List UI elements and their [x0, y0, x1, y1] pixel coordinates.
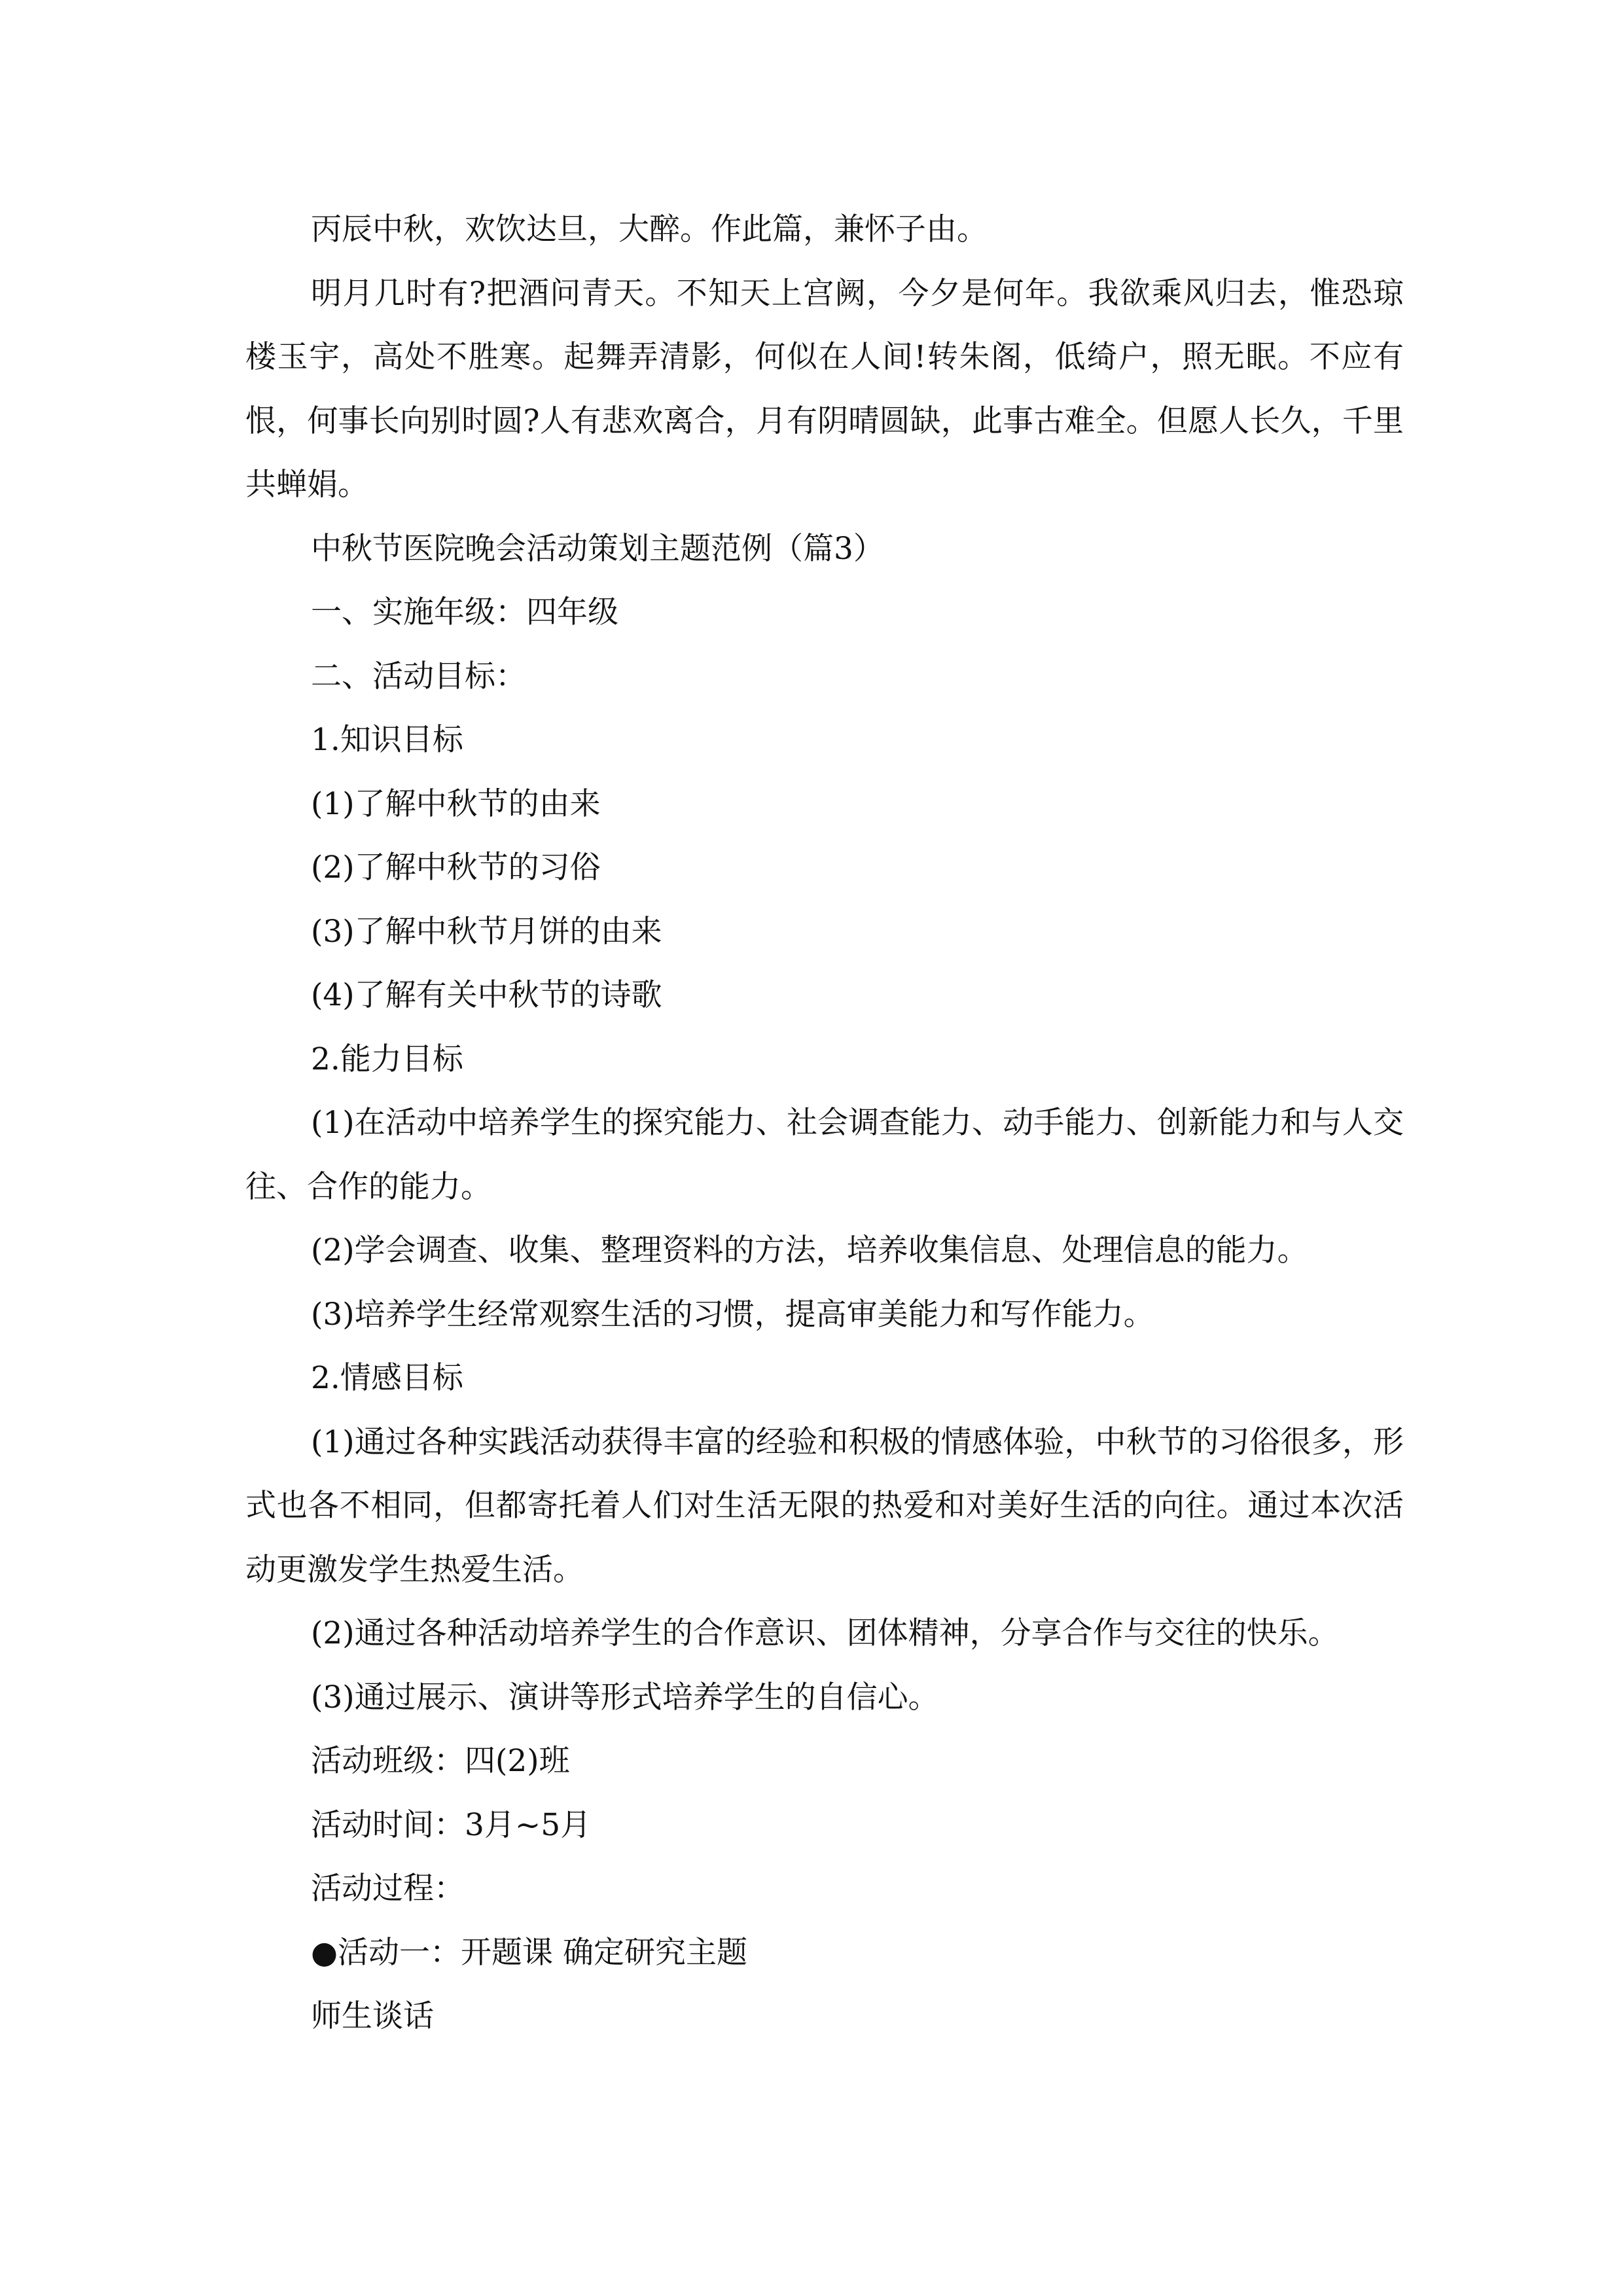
- knowledge-item: (3)了解中秋节月饼的由来: [311, 913, 662, 950]
- ability-item: (1)在活动中培养学生的探究能力、社会调查能力、动手能力、创新能力和与人交往、合作的能力。: [245, 1105, 1404, 1205]
- objectives-heading: 二、活动目标：: [311, 658, 526, 694]
- knowledge-item: (4)了解有关中秋节的诗歌: [311, 977, 662, 1013]
- emotion-item: (1)通过各种实践活动获得丰富的经验和积极的情感体验，中秋节的习俗很多，形式也各不相同，但都寄托着人们对生活无限的热爱和对美好生活的向往。通过本次活动更激发学生热爱生活。: [245, 1424, 1404, 1588]
- teacher-student-talk: 师生谈话: [311, 1998, 434, 2034]
- grade-line: 一、实施年级：四年级: [311, 594, 618, 630]
- emotion-item: (3)通过展示、演讲等形式培养学生的自信心。: [311, 1679, 939, 1715]
- paragraph-preface: 丙辰中秋，欢饮达旦，大醉。作此篇，兼怀子由。: [311, 211, 988, 247]
- document-body: [245, 198, 1404, 2049]
- knowledge-item: (1)了解中秋节的由来: [311, 785, 601, 822]
- knowledge-item: (2)了解中秋节的习俗: [311, 850, 601, 886]
- paragraph-poem: 明月几时有?把酒问青天。不知天上宫阙，今夕是何年。我欲乘风归去，惟恐琼楼玉宇，高处不胜寒。起舞弄清影，何似在人间!转朱阁，低绮户，照无眠。不应有恨，何事长向别时圆?人有悲欢离合，月有阴晴圆缺，此事古难全。但愿人长久，千里共蝉娟。: [245, 275, 1404, 503]
- activity-one: ●活动一：开题课 确定研究主题: [311, 1934, 747, 1971]
- emotion-heading: 2.情感目标: [311, 1360, 463, 1396]
- ability-item: (2)学会调查、收集、整理资料的方法，培养收集信息、处理信息的能力。: [311, 1232, 1308, 1268]
- activity-class: 活动班级：四(2)班: [311, 1743, 570, 1779]
- activity-time: 活动时间：3月~5月: [311, 1806, 592, 1843]
- ability-heading: 2.能力目标: [311, 1041, 463, 1077]
- ability-item: (3)培养学生经常观察生活的习惯，提高审美能力和写作能力。: [311, 1296, 1154, 1333]
- knowledge-heading: 1.知识目标: [311, 722, 463, 758]
- emotion-item: (2)通过各种活动培养学生的合作意识、团体精神，分享合作与交往的快乐。: [311, 1615, 1339, 1651]
- activity-process-heading: 活动过程：: [311, 1871, 465, 1907]
- section-title: 中秋节医院晚会活动策划主题范例（篇3）: [311, 530, 884, 567]
